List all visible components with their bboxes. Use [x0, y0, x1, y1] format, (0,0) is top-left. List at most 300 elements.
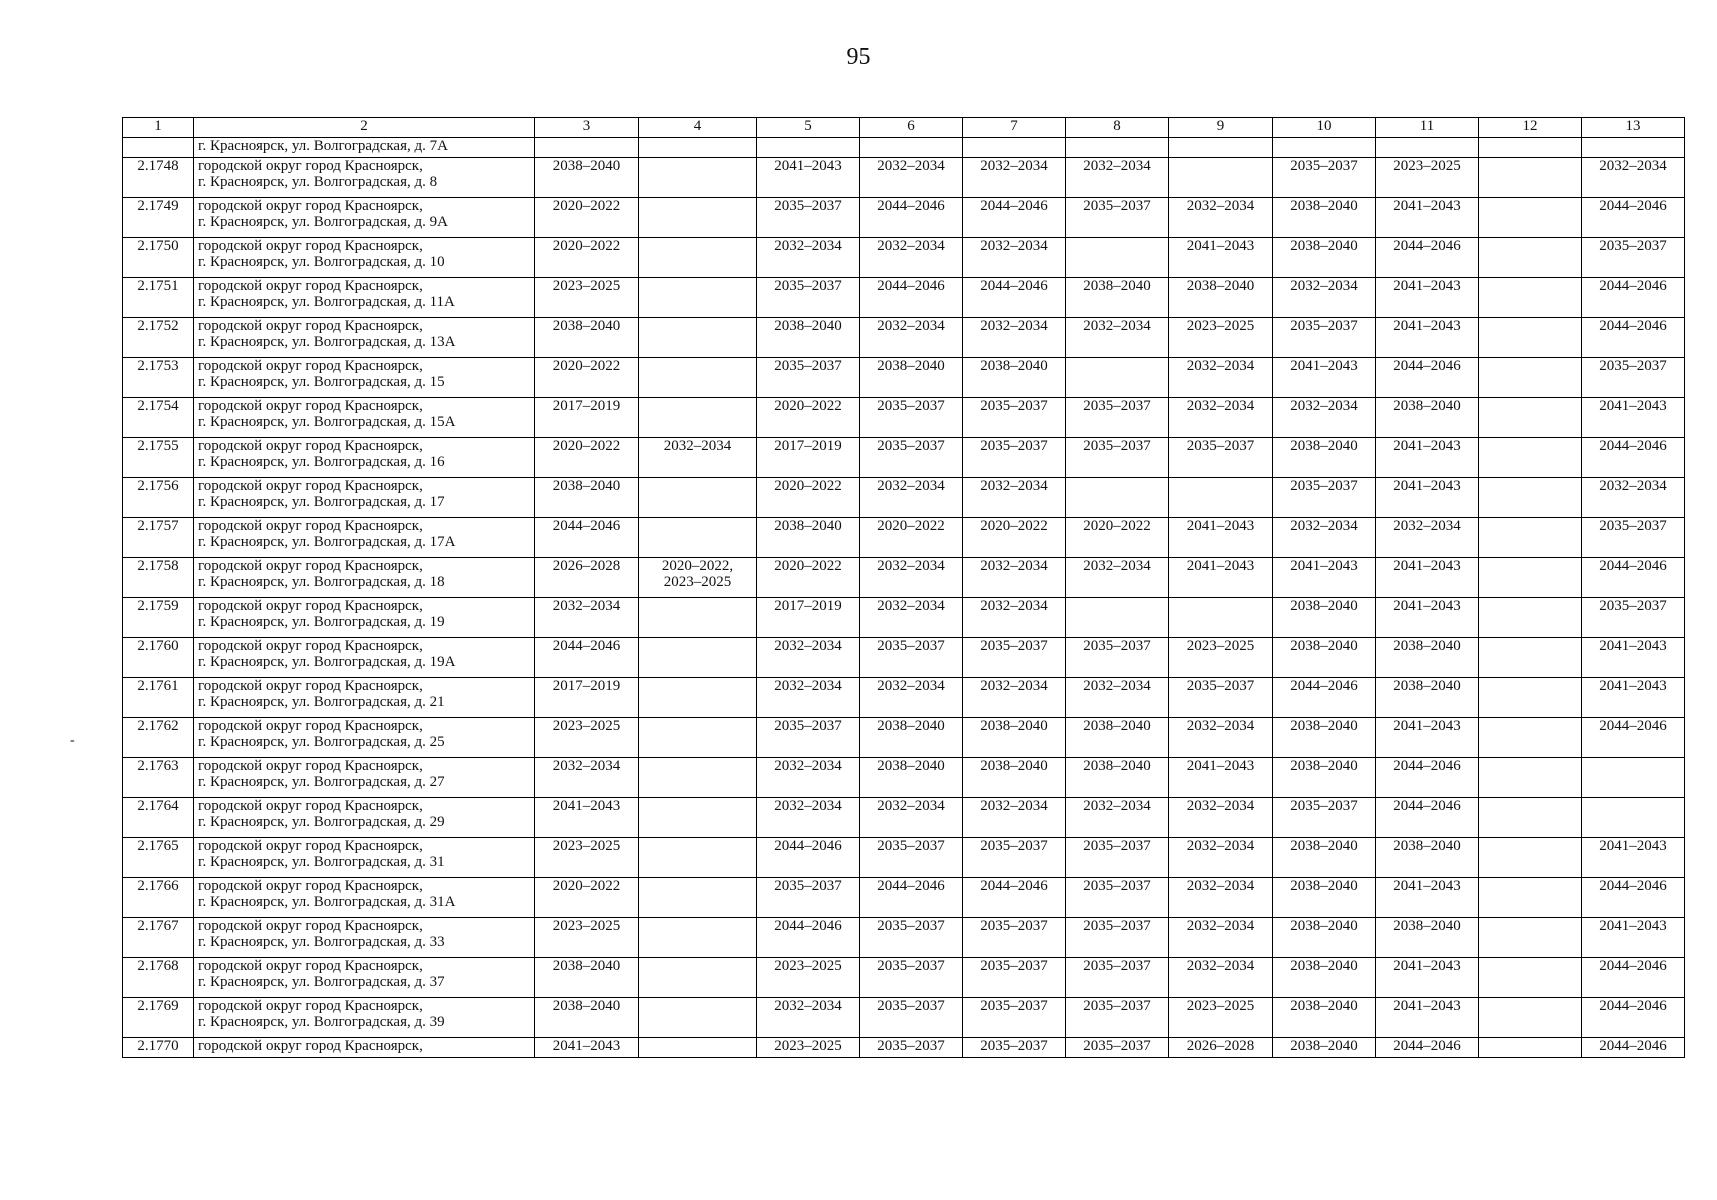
period-cell-8: 2035–2037: [1066, 198, 1169, 238]
period-cell-4: [639, 1038, 757, 1058]
period-cell-7: 2038–2040: [963, 718, 1066, 758]
address-line-1: городской округ город Красноярск,: [198, 678, 423, 694]
period-cell-6: 2032–2034: [860, 158, 963, 198]
period-cell-13: 2044–2046: [1582, 278, 1685, 318]
period-cell-6: 2044–2046: [860, 278, 963, 318]
period-cell-4: [639, 918, 757, 958]
period-cell-3: 2020–2022: [535, 438, 639, 478]
period-cell-4: [639, 318, 757, 358]
address-line-1: городской округ город Красноярск,: [198, 998, 423, 1014]
period-cell-3: 2020–2022: [535, 198, 639, 238]
period-cell-3: 2020–2022: [535, 358, 639, 398]
period-cell-5: 2044–2046: [757, 918, 860, 958]
column-header: 12: [1479, 118, 1582, 138]
period-cell-3: 2017–2019: [535, 678, 639, 718]
period-cell-3: 2023–2025: [535, 918, 639, 958]
period-cell-10: 2038–2040: [1273, 918, 1376, 958]
period-cell-7: 2032–2034: [963, 678, 1066, 718]
period-cell-13: 2044–2046: [1582, 438, 1685, 478]
period-cell-9: 2041–2043: [1169, 518, 1273, 558]
period-cell-3: 2038–2040: [535, 478, 639, 518]
period-cell-13: 2044–2046: [1582, 718, 1685, 758]
period-cell-8: 2032–2034: [1066, 678, 1169, 718]
period-cell-11: 2041–2043: [1376, 318, 1479, 358]
period-cell-8: 2032–2034: [1066, 558, 1169, 598]
address-line-1: городской округ город Красноярск,: [198, 318, 423, 334]
period-cell-8: 2035–2037: [1066, 878, 1169, 918]
period-cell-9: 2023–2025: [1169, 318, 1273, 358]
address-line-1: городской округ город Красноярск,: [198, 358, 423, 374]
table-row: [123, 238, 1685, 278]
continuation-row: [123, 138, 1685, 158]
column-header: 11: [1376, 118, 1479, 138]
period-cell-8: 2035–2037: [1066, 638, 1169, 678]
period-cell-9: 2038–2040: [1169, 278, 1273, 318]
period-cell-9: 2032–2034: [1169, 798, 1273, 838]
address-cell: [194, 278, 535, 318]
period-cell-6: 2032–2034: [860, 238, 963, 278]
period-cell-13: 2032–2034: [1582, 158, 1685, 198]
table-row: [123, 518, 1685, 558]
period-cell-4: [639, 278, 757, 318]
row-number-cell: 2.1768: [123, 958, 194, 998]
address-cell: [194, 678, 535, 718]
period-cell-4: [639, 518, 757, 558]
period-cell-7: 2035–2037: [963, 398, 1066, 438]
period-cell-10: 2038–2040: [1273, 958, 1376, 998]
period-cell-11: 2038–2040: [1376, 838, 1479, 878]
period-cell-5: 2035–2037: [757, 198, 860, 238]
period-cell-10: 2038–2040: [1273, 238, 1376, 278]
period-cell-4: [639, 878, 757, 918]
address-line-1: городской округ город Красноярск,: [198, 918, 423, 934]
period-cell-6: 2038–2040: [860, 718, 963, 758]
period-cell-11: 2041–2043: [1376, 278, 1479, 318]
row-number-cell: 2.1752: [123, 318, 194, 358]
period-cell-12: [1479, 358, 1582, 398]
column-header: 5: [757, 118, 860, 138]
period-cell-10: 2032–2034: [1273, 398, 1376, 438]
period-cell-6: 2032–2034: [860, 598, 963, 638]
period-cell-4: [639, 398, 757, 438]
period-cell-6: 2032–2034: [860, 558, 963, 598]
period-cell-13: 2041–2043: [1582, 838, 1685, 878]
period-cell-7: 2035–2037: [963, 838, 1066, 878]
period-cell-9: 2023–2025: [1169, 998, 1273, 1038]
period-cell-3: 2023–2025: [535, 278, 639, 318]
period-cell-6: 2044–2046: [860, 198, 963, 238]
period-cell-13: 2044–2046: [1582, 878, 1685, 918]
period-cell-4: [639, 958, 757, 998]
period-cell-10: 2035–2037: [1273, 318, 1376, 358]
period-cell-10: 2038–2040: [1273, 718, 1376, 758]
period-cell-7: 2032–2034: [963, 798, 1066, 838]
row-number-cell: 2.1770: [123, 1038, 194, 1058]
period-cell-3: 2023–2025: [535, 838, 639, 878]
address-line-1: городской округ город Красноярск,: [198, 798, 423, 814]
address-line-1: городской округ город Красноярск,: [198, 838, 423, 854]
period-cell-7: 2035–2037: [963, 1038, 1066, 1058]
period-cell-7: 2035–2037: [963, 998, 1066, 1038]
address-line-2: г. Красноярск, ул. Волгоградская, д. 11А: [198, 294, 455, 310]
period-cell-7: 2044–2046: [963, 198, 1066, 238]
address-cell: [194, 918, 535, 958]
period-cell-13: 2044–2046: [1582, 1038, 1685, 1058]
period-cell-9: 2041–2043: [1169, 758, 1273, 798]
table-row: [123, 198, 1685, 238]
address-line-2: г. Красноярск, ул. Волгоградская, д. 15: [198, 374, 445, 390]
table-row: [123, 318, 1685, 358]
period-cell-6: 2035–2037: [860, 998, 963, 1038]
address-line-2: г. Красноярск, ул. Волгоградская, д. 18: [198, 574, 445, 590]
period-cell-10: 2038–2040: [1273, 598, 1376, 638]
table-row: [123, 558, 1685, 598]
table-row: [123, 598, 1685, 638]
period-cell-3: 2038–2040: [535, 998, 639, 1038]
period-cell-12: [1479, 598, 1582, 638]
period-cell-8: [1066, 598, 1169, 638]
row-number-cell: 2.1759: [123, 598, 194, 638]
period-cell-12: [1479, 438, 1582, 478]
address-line-2: г. Красноярск, ул. Волгоградская, д. 29: [198, 814, 445, 830]
period-cell-10: 2032–2034: [1273, 518, 1376, 558]
period-cell-12: [1479, 678, 1582, 718]
period-cell-11: 2041–2043: [1376, 438, 1479, 478]
period-cell-5: 2020–2022: [757, 398, 860, 438]
row-number-cell: 2.1767: [123, 918, 194, 958]
period-cell-10: 2038–2040: [1273, 758, 1376, 798]
period-cell-7: 2035–2037: [963, 638, 1066, 678]
period-cell-11: 2044–2046: [1376, 238, 1479, 278]
period-cell-12: [1479, 878, 1582, 918]
period-cell-8: 2032–2034: [1066, 318, 1169, 358]
period-cell-9: 2032–2034: [1169, 918, 1273, 958]
period-cell-10: 2041–2043: [1273, 358, 1376, 398]
period-cell-10: 2038–2040: [1273, 998, 1376, 1038]
period-cell-4: [639, 798, 757, 838]
table-row: [123, 998, 1685, 1038]
address-line-1: городской округ город Красноярск,: [198, 438, 423, 454]
row-number-cell: 2.1762: [123, 718, 194, 758]
address-cell: [194, 758, 535, 798]
table-row: [123, 278, 1685, 318]
address-line-2: г. Красноярск, ул. Волгоградская, д. 17: [198, 494, 445, 510]
period-cell-12: [1479, 558, 1582, 598]
period-cell-12: [1479, 838, 1582, 878]
period-cell-3: 2023–2025: [535, 718, 639, 758]
period-cell-4: [639, 558, 757, 598]
period-cell-9: 2026–2028: [1169, 1038, 1273, 1058]
period-cell-12: [1479, 158, 1582, 198]
period-cell-3: 2038–2040: [535, 318, 639, 358]
column-header: 2: [194, 118, 535, 138]
address-line-1: городской округ город Красноярск,: [198, 718, 423, 734]
period-cell-7: 2032–2034: [963, 598, 1066, 638]
period-cell-8: 2035–2037: [1066, 1038, 1169, 1058]
address-line-2: г. Красноярск, ул. Волгоградская, д. 31А: [198, 894, 456, 910]
period-cell-7: 2038–2040: [963, 758, 1066, 798]
address-cell: [194, 598, 535, 638]
period-cell-7: 2032–2034: [963, 158, 1066, 198]
period-cell-12: [1479, 758, 1582, 798]
row-number-cell: 2.1760: [123, 638, 194, 678]
period-cell-9: [1169, 598, 1273, 638]
period-cell-9: 2023–2025: [1169, 638, 1273, 678]
period-cell-9: 2035–2037: [1169, 438, 1273, 478]
address-cell: [194, 198, 535, 238]
row-number-cell: 2.1769: [123, 998, 194, 1038]
period-cell-12: [1479, 998, 1582, 1038]
column-header: 3: [535, 118, 639, 138]
column-header: 10: [1273, 118, 1376, 138]
period-cell-9: 2041–2043: [1169, 558, 1273, 598]
table-row: [123, 718, 1685, 758]
period-cell-4: [639, 478, 757, 518]
period-cell-7: 2035–2037: [963, 958, 1066, 998]
period-cell-12: [1479, 798, 1582, 838]
period-cell-12: [1479, 958, 1582, 998]
period-cell-5: 2035–2037: [757, 278, 860, 318]
period-cell-13: 2044–2046: [1582, 558, 1685, 598]
period-cell-12: [1479, 318, 1582, 358]
period-cell-8: 2035–2037: [1066, 958, 1169, 998]
period-cell-8: 2035–2037: [1066, 998, 1169, 1038]
period-cell-8: 2038–2040: [1066, 278, 1169, 318]
period-cell-3: 2026–2028: [535, 558, 639, 598]
period-cell-5: 2035–2037: [757, 878, 860, 918]
table-row: [123, 158, 1685, 198]
address-line-1: городской округ город Красноярск,: [198, 598, 423, 614]
row-number-cell: 2.1763: [123, 758, 194, 798]
period-cell-12: [1479, 278, 1582, 318]
address-cell: [194, 158, 535, 198]
period-cell-10: 2035–2037: [1273, 478, 1376, 518]
period-cell-10: 2038–2040: [1273, 198, 1376, 238]
address-cell: [194, 638, 535, 678]
period-cell-12: [1479, 638, 1582, 678]
address-cell: [194, 838, 535, 878]
address-line-1: городской округ город Красноярск,: [198, 478, 423, 494]
period-cell-5: 2023–2025: [757, 958, 860, 998]
period-cell-13: 2044–2046: [1582, 998, 1685, 1038]
period-cell-11: 2041–2043: [1376, 478, 1479, 518]
period-cell-5: 2035–2037: [757, 358, 860, 398]
period-cell-12: [1479, 478, 1582, 518]
period-cell-3: 2032–2034: [535, 598, 639, 638]
period-cell-3: 2020–2022: [535, 878, 639, 918]
period-cell-8: 2035–2037: [1066, 918, 1169, 958]
table-row: [123, 878, 1685, 918]
period-cell-8: [1066, 238, 1169, 278]
address-line-1: городской округ город Красноярск,: [198, 398, 423, 414]
column-number-row: [123, 118, 1685, 138]
period-cell-6: 2035–2037: [860, 838, 963, 878]
period-cell-6: 2032–2034: [860, 478, 963, 518]
period-cell-10: 2032–2034: [1273, 278, 1376, 318]
address-line-2: г. Красноярск, ул. Волгоградская, д. 9А: [198, 214, 448, 230]
period-cell-11: 2044–2046: [1376, 358, 1479, 398]
address-line-2: г. Красноярск, ул. Волгоградская, д. 19: [198, 614, 445, 630]
period-cell-13: 2044–2046: [1582, 958, 1685, 998]
table-row: [123, 638, 1685, 678]
period-cell-9: 2032–2034: [1169, 958, 1273, 998]
period-cell-8: 2032–2034: [1066, 158, 1169, 198]
period-cell-5: 2035–2037: [757, 718, 860, 758]
register-table: [122, 117, 1685, 1058]
row-number-cell: 2.1761: [123, 678, 194, 718]
period-cell-12: [1479, 198, 1582, 238]
address-line-2: г. Красноярск, ул. Волгоградская, д. 39: [198, 1014, 445, 1030]
period-cell-4: [639, 638, 757, 678]
row-number-cell: 2.1765: [123, 838, 194, 878]
address-line-1: городской округ город Красноярск,: [198, 878, 423, 894]
period-cell-9: 2032–2034: [1169, 878, 1273, 918]
period-cell-9: 2041–2043: [1169, 238, 1273, 278]
period-cell-5: 2020–2022: [757, 478, 860, 518]
table-row: [123, 398, 1685, 438]
period-cell-7: 2038–2040: [963, 358, 1066, 398]
period-cell-4: [639, 718, 757, 758]
period-cell-7: 2020–2022: [963, 518, 1066, 558]
address-line-2: г. Красноярск, ул. Волгоградская, д. 17А: [198, 534, 456, 550]
period-cell-10: 2035–2037: [1273, 798, 1376, 838]
period-cell-11: 2041–2043: [1376, 998, 1479, 1038]
period-cell-5: 2032–2034: [757, 238, 860, 278]
period-cell-3: 2038–2040: [535, 958, 639, 998]
period-cell-4: [639, 198, 757, 238]
period-cell-10: 2038–2040: [1273, 438, 1376, 478]
period-cell-13: 2044–2046: [1582, 318, 1685, 358]
table-row: [123, 678, 1685, 718]
address-cell: [194, 438, 535, 478]
period-cell-5: 2020–2022: [757, 558, 860, 598]
period-cell-11: 2038–2040: [1376, 398, 1479, 438]
period-cell-4: [639, 158, 757, 198]
period-cell-10: 2035–2037: [1273, 158, 1376, 198]
address-line-2: г. Красноярск, ул. Волгоградская, д. 27: [198, 774, 445, 790]
period-cell-3: 2038–2040: [535, 158, 639, 198]
address-line-2: г. Красноярск, ул. Волгоградская, д. 21: [198, 694, 445, 710]
period-cell-13: 2041–2043: [1582, 398, 1685, 438]
period-cell-10: 2038–2040: [1273, 638, 1376, 678]
period-cell-11: 2041–2043: [1376, 598, 1479, 638]
period-cell-8: 2038–2040: [1066, 758, 1169, 798]
period-cell-8: [1066, 358, 1169, 398]
period-cell-13: [1582, 758, 1685, 798]
period-cell-7: 2032–2034: [963, 478, 1066, 518]
period-cell-11: 2044–2046: [1376, 758, 1479, 798]
address-cell: [194, 558, 535, 598]
period-cell-12: [1479, 918, 1582, 958]
period-cell-13: 2044–2046: [1582, 198, 1685, 238]
period-cell-3: 2020–2022: [535, 238, 639, 278]
period-cell-6: 2038–2040: [860, 758, 963, 798]
address-line-1: городской округ город Красноярск,: [198, 198, 423, 214]
row-number-cell: 2.1758: [123, 558, 194, 598]
period-cell-11: 2041–2043: [1376, 878, 1479, 918]
period-cell-4: [639, 998, 757, 1038]
period-cell-3: 2044–2046: [535, 518, 639, 558]
address-line-1: городской округ город Красноярск,: [198, 158, 423, 174]
row-number-cell: 2.1749: [123, 198, 194, 238]
period-cell-3: 2017–2019: [535, 398, 639, 438]
period-cell-6: 2038–2040: [860, 358, 963, 398]
period-cell-3: 2044–2046: [535, 638, 639, 678]
period-cell-10: 2041–2043: [1273, 558, 1376, 598]
row-number-cell: 2.1748: [123, 158, 194, 198]
period-cell-9: 2032–2034: [1169, 198, 1273, 238]
address-line-1: городской округ город Красноярск,: [198, 518, 423, 534]
row-number-cell: 2.1756: [123, 478, 194, 518]
stray-mark: -: [70, 733, 75, 748]
row-number-cell: 2.1757: [123, 518, 194, 558]
address-cell: [194, 238, 535, 278]
address-cell: [194, 718, 535, 758]
period-cell-13: [1582, 798, 1685, 838]
column-header: 6: [860, 118, 963, 138]
period-cell-8: [1066, 478, 1169, 518]
column-header: 7: [963, 118, 1066, 138]
table-row: [123, 1038, 1685, 1058]
period-cell-4: [639, 238, 757, 278]
period-cell-12: [1479, 238, 1582, 278]
period-cell-3: 2032–2034: [535, 758, 639, 798]
period-cell-5: 2032–2034: [757, 758, 860, 798]
period-cell-12: [1479, 1038, 1582, 1058]
period-cell-9: 2035–2037: [1169, 678, 1273, 718]
period-cell-9: [1169, 478, 1273, 518]
address-line-2: г. Красноярск, ул. Волгоградская, д. 13А: [198, 334, 456, 350]
period-cell-6: 2035–2037: [860, 398, 963, 438]
period-cell-11: 2044–2046: [1376, 798, 1479, 838]
period-cell-4: [639, 598, 757, 638]
period-cell-10: 2038–2040: [1273, 1038, 1376, 1058]
column-header: 9: [1169, 118, 1273, 138]
period-cell-5: 2041–2043: [757, 158, 860, 198]
row-number-cell: 2.1764: [123, 798, 194, 838]
period-cell-10: 2044–2046: [1273, 678, 1376, 718]
period-cell-11: 2044–2046: [1376, 1038, 1479, 1058]
row-number-cell: [123, 138, 194, 158]
period-cell-13: 2035–2037: [1582, 598, 1685, 638]
period-cell-8: 2032–2034: [1066, 798, 1169, 838]
period-cell-3: 2041–2043: [535, 798, 639, 838]
period-cell-5: 2032–2034: [757, 638, 860, 678]
address-cell: [194, 398, 535, 438]
period-cell-10: 2038–2040: [1273, 838, 1376, 878]
period-cell-9: 2032–2034: [1169, 398, 1273, 438]
period-cell-7: 2035–2037: [963, 918, 1066, 958]
period-cell-7: 2035–2037: [963, 438, 1066, 478]
period-cell-9: 2032–2034: [1169, 718, 1273, 758]
row-number-cell: 2.1766: [123, 878, 194, 918]
row-number-cell: 2.1751: [123, 278, 194, 318]
period-cell-9: 2032–2034: [1169, 358, 1273, 398]
period-cell-6: 2035–2037: [860, 438, 963, 478]
row-number-cell: 2.1753: [123, 358, 194, 398]
period-cell-4: [639, 358, 757, 398]
address-line-1: городской округ город Красноярск,: [198, 758, 423, 774]
period-cell-7: 2032–2034: [963, 318, 1066, 358]
address-cell: [194, 1038, 535, 1058]
period-cell-7: 2044–2046: [963, 278, 1066, 318]
address-line-1: городской округ город Красноярск,: [198, 558, 423, 574]
period-cell-7: 2032–2034: [963, 238, 1066, 278]
period-cell-11: 2038–2040: [1376, 678, 1479, 718]
address-line-2: г. Красноярск, ул. Волгоградская, д. 31: [198, 854, 445, 870]
period-cell-6: 2035–2037: [860, 1038, 963, 1058]
table-row: [123, 478, 1685, 518]
